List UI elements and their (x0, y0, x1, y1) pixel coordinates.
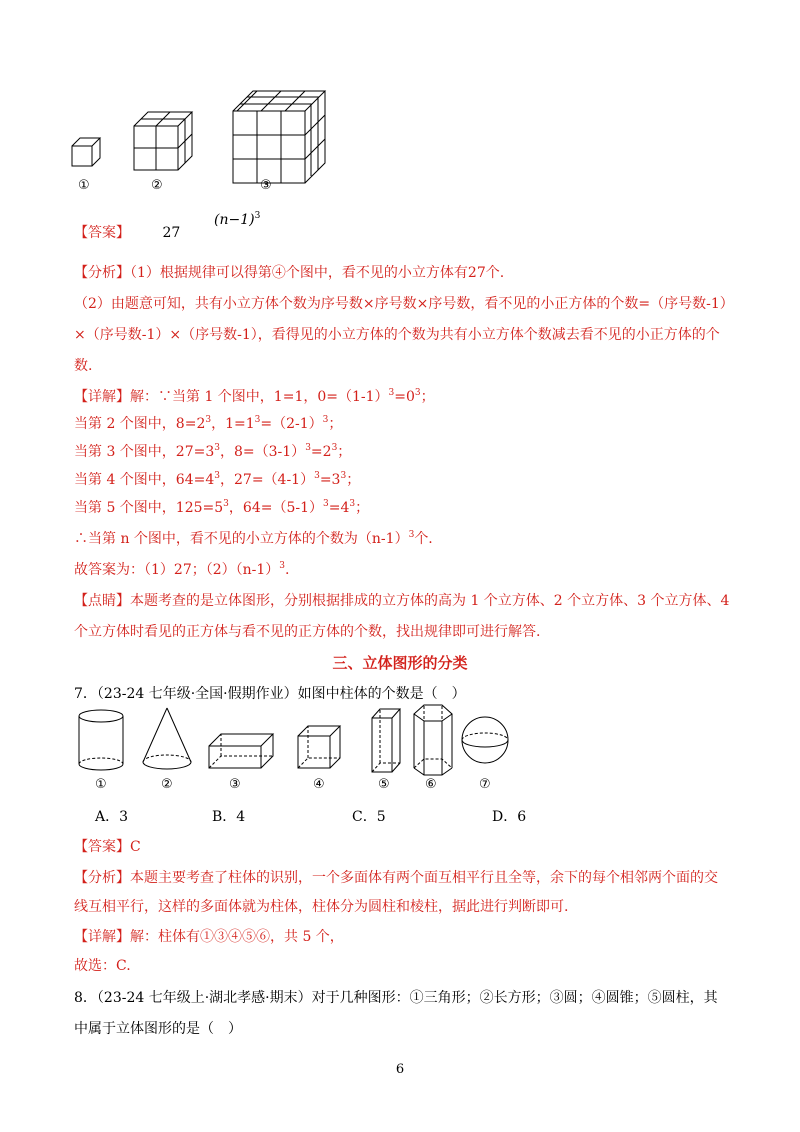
cylinder-shape (79, 710, 123, 770)
section-title: 三、立体图形的分类 (332, 654, 468, 672)
answer-tag: 【答案】 (74, 225, 130, 241)
detail-line-6: ∴当第 n 个图中，看不见的小立方体的个数为$(n-1)^3$个. (74, 530, 433, 547)
shape-label-4: ④ (313, 777, 325, 792)
option-a: A．3 (95, 809, 129, 825)
q7-analysis-line-1: 【分析】本题主要考查了柱体的识别，一个多面体有两个面互相平行且全等，余下的每个相邻两个面的交 (74, 870, 718, 886)
answer-value-1: 27 (162, 225, 181, 241)
detail-line-3: 当第 3 个图中，$27=3^3$，$8=(3-1)^3=2^3$； (74, 443, 352, 460)
q7-answer: 【答案】C (74, 839, 141, 855)
q7-stem: 7．（23-24 七年级·全国·假期作业）如图中柱体的个数是（ ） (74, 686, 466, 702)
page-number: 6 (395, 1062, 405, 1077)
comment-line-2: 个立方体时看见的正方体与看不见的正方体的个数，找出规律即可进行解答. (74, 624, 541, 640)
figure-label-2: ② (151, 178, 163, 193)
option-c: C．5 (352, 809, 386, 825)
option-b: B．4 (212, 809, 246, 825)
detail-line-2: 当第 2 个图中，$8=2^3$，$1=1^3=(2-1)^3$； (74, 415, 343, 432)
figure-label-3: ③ (260, 178, 272, 193)
answer-formula: $(n-1)^3$ (214, 211, 261, 228)
analysis-line-1: 【分析】（1）根据规律可以得第④个图中，看不见的小立方体有27个. (74, 265, 505, 281)
q8-line-1: 8．（23-24 七年级上·湖北孝感·期末）对于几种图形：①三角形；②长方形；③圆；④圆锥；⑤圆柱，其 (74, 990, 718, 1006)
comment-line-1: 【点睛】本题考查的是立体图形，分别根据排成的立方体的高为 1 个立方体、2 个立方体、3 个立方体、4 (74, 593, 730, 609)
q8-line-2: 中属于立体图形的是（ ） (74, 1021, 242, 1037)
shape-label-7: ⑦ (479, 777, 491, 792)
analysis-line-4: 数. (74, 358, 93, 374)
shape-label-3: ③ (229, 777, 241, 792)
hexagonal-prism-shape (414, 705, 452, 775)
shape-label-1: ① (95, 777, 107, 792)
detail-line-1: 【详解】解：∵当第 1 个图中，1=1，$0=(1-1)^3=0^3$； (74, 388, 435, 405)
detail-line-5: 当第 5 个图中，$125=5^3$，$64=(5-1)^3=4^3$； (74, 499, 370, 516)
answer-line (74, 222, 180, 242)
q7-analysis-line-2: 线互相平行，这样的多面体就为柱体，柱体分为圆柱和棱柱，据此进行判断即可. (74, 899, 569, 915)
detail-line-4: 当第 4 个图中，$64=4^3$，$27=(4-1)^3=3^3$； (74, 471, 361, 488)
cuboid-shape (209, 734, 273, 768)
q7-conclusion: 故选：C. (74, 958, 131, 974)
solids-figure (0, 700, 800, 780)
analysis-line-3: ×（序号数-1）×（序号数-1），看得见的小立方体的个数为共有小立方体个数减去看不见的小正方体的个 (74, 327, 720, 343)
cone-shape (143, 708, 191, 769)
shape-label-6: ⑥ (425, 777, 437, 792)
cube-shape (298, 726, 340, 768)
option-d: D．6 (492, 809, 527, 825)
shape-label-5: ⑤ (378, 777, 390, 792)
sphere-shape (462, 717, 508, 763)
shape-label-2: ② (161, 777, 173, 792)
square-prism-shape (372, 709, 400, 772)
q7-detail: 【详解】解：柱体有①③④⑤⑥，共 5 个， (74, 929, 344, 945)
analysis-line-2: （2）由题意可知，共有小立方体个数为序号数×序号数×序号数，看不见的小正方体的个数=（序号数-1） (74, 296, 734, 312)
cube-sequence-figure (0, 0, 800, 200)
detail-line-7: 故答案为：（1）27；$(2)(n-1)^3$. (74, 561, 290, 578)
figure-label-1: ① (78, 178, 90, 193)
